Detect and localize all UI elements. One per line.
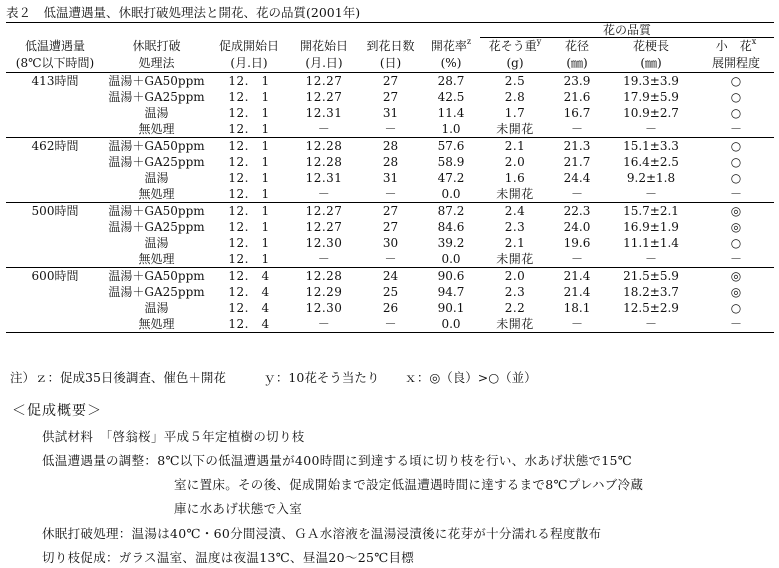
cell-start-date: 12. 1 xyxy=(228,204,270,218)
hours-group xyxy=(6,138,774,203)
cell-rate: 1.0 xyxy=(422,121,480,138)
table-row xyxy=(6,73,774,90)
cell-treatment: 無処理 xyxy=(104,121,209,138)
cell-stalk: 15.1±3.3 xyxy=(623,139,679,153)
table-row xyxy=(6,300,774,316)
cell-bloom-date: 12.28 xyxy=(305,269,343,283)
overview-chill-adjust-cont1: 室に置床。その後、促成開始まで設定低温遭遇時間に達するまで8℃プレハブ冷蔵 xyxy=(174,477,644,492)
col-header-rate: 開花率$^z$ xyxy=(430,37,472,53)
col-unit-bloom-date: (月.日) xyxy=(289,55,359,73)
cell-treatment: 無処理 xyxy=(104,251,209,268)
table-row xyxy=(6,235,774,251)
cell-start-date: 12. 1 xyxy=(228,171,270,185)
cell-diameter: 22.3 xyxy=(563,204,591,218)
overview-dormancy-treatment: 休眠打破処理：温湯は40℃・60分間浸漬、ＧＡ水溶液を温湯浸漬後に花芽が十分濡れる程度散布 xyxy=(42,526,602,541)
cell-days: 26 xyxy=(382,301,399,315)
cell-start-date: 12. 1 xyxy=(209,121,289,138)
cell-diameter: 21.4 xyxy=(563,269,591,283)
table-row xyxy=(6,219,774,235)
cell-diameter: 19.6 xyxy=(563,236,591,250)
cell-stalk: 16.9±1.9 xyxy=(623,220,679,234)
col-header-hours: 低温遭遇量 xyxy=(24,38,85,53)
cell-development: ○ xyxy=(730,90,742,104)
cell-development: － xyxy=(698,186,774,203)
cell-start-date: 12. 4 xyxy=(228,285,270,299)
cell-days: － xyxy=(359,251,422,268)
cell-bloom-date: 12.28 xyxy=(305,139,343,153)
cell-stalk: 11.1±1.4 xyxy=(623,236,679,250)
cell-treatment: 温湯＋GA50ppm xyxy=(108,204,205,218)
table-row xyxy=(6,154,774,170)
cell-bloom-date: － xyxy=(289,251,359,268)
cell-hours xyxy=(6,251,104,268)
cell-stalk: 15.7±2.1 xyxy=(623,204,679,218)
cell-rate: 0.0 xyxy=(422,316,480,333)
cell-treatment: 温湯 xyxy=(144,171,169,185)
cell-diameter: 21.4 xyxy=(563,285,591,299)
cell-days: 25 xyxy=(382,285,399,299)
cell-hours: 500時間 xyxy=(31,204,79,218)
cell-rate: 39.2 xyxy=(437,236,465,250)
table-row xyxy=(6,89,774,105)
cell-stalk: 16.4±2.5 xyxy=(623,155,679,169)
col-header-weight: 花そう重$^y$ xyxy=(488,37,542,53)
col-unit-stalk: (㎜) xyxy=(604,55,698,73)
cell-hours: 462時間 xyxy=(31,139,79,153)
cell-rate: 90.1 xyxy=(437,301,465,315)
cell-development: － xyxy=(698,316,774,333)
cell-hours xyxy=(6,235,104,251)
cell-start-date: 12. 1 xyxy=(228,74,270,88)
cell-treatment: 温湯 xyxy=(144,106,169,120)
cell-rate: 94.7 xyxy=(437,285,465,299)
cell-development: ◎ xyxy=(730,285,742,299)
cell-rate: 28.7 xyxy=(437,74,465,88)
cell-bloom-date: － xyxy=(289,316,359,333)
cell-diameter: 24.4 xyxy=(563,171,591,185)
cell-stalk: 21.5±5.9 xyxy=(623,269,679,283)
table-row xyxy=(6,105,774,121)
cell-weight: 2.3 xyxy=(504,285,526,299)
cell-diameter: 18.1 xyxy=(563,301,591,315)
cell-hours xyxy=(6,121,104,138)
cell-weight: 2.8 xyxy=(504,90,526,104)
col-unit-rate: (%) xyxy=(422,55,480,73)
cell-start-date: 12. 1 xyxy=(209,186,289,203)
cell-diameter: 23.9 xyxy=(563,74,591,88)
cell-weight: 未開花 xyxy=(480,251,550,268)
cell-bloom-date: 12.27 xyxy=(305,220,343,234)
table-row xyxy=(6,316,774,333)
cell-treatment: 温湯＋GA25ppm xyxy=(108,90,205,104)
table-row xyxy=(6,138,774,155)
cell-rate: 87.2 xyxy=(437,204,465,218)
hours-group xyxy=(6,268,774,333)
cell-hours xyxy=(6,219,104,235)
cell-development: － xyxy=(698,251,774,268)
cell-treatment: 温湯＋GA25ppm xyxy=(108,155,205,169)
cell-hours xyxy=(6,89,104,105)
col-header-days: 到花日数 xyxy=(366,38,415,53)
col-header-stalk: 花梗長 xyxy=(632,39,669,53)
cell-hours xyxy=(6,300,104,316)
cell-diameter: 21.3 xyxy=(563,139,591,153)
overview-chill-adjust-cont2: 庫に水あげ状態で入室 xyxy=(174,501,303,516)
cell-stalk: － xyxy=(604,121,698,138)
cell-start-date: 12. 4 xyxy=(228,301,270,315)
cell-diameter: 21.6 xyxy=(563,90,591,104)
cell-treatment: 温湯＋GA50ppm xyxy=(108,269,205,283)
cell-development: ○ xyxy=(730,171,742,185)
cell-development: ◎ xyxy=(730,204,742,218)
cell-treatment: 温湯＋GA50ppm xyxy=(108,74,205,88)
cell-rate: 47.2 xyxy=(437,171,465,185)
cell-treatment: 温湯 xyxy=(144,301,169,315)
table-row xyxy=(6,284,774,300)
cell-hours: 600時間 xyxy=(31,269,79,283)
col-header-diameter: 花径 xyxy=(564,39,589,53)
cell-bloom-date: 12.27 xyxy=(305,90,343,104)
cell-rate: 90.6 xyxy=(437,269,465,283)
cell-days: 24 xyxy=(382,269,399,283)
cell-bloom-date: 12.27 xyxy=(305,204,343,218)
cell-bloom-date: 12.30 xyxy=(305,236,343,250)
cell-rate: 58.9 xyxy=(437,155,465,169)
cell-start-date: 12. 1 xyxy=(228,106,270,120)
cell-rate: 11.4 xyxy=(437,106,465,120)
cell-weight: 2.1 xyxy=(504,139,526,153)
col-unit-weight: (g) xyxy=(480,55,550,73)
cell-days: 31 xyxy=(382,106,399,120)
cell-start-date: 12. 1 xyxy=(228,155,270,169)
cell-weight: 2.0 xyxy=(504,269,526,283)
cell-bloom-date: 12.29 xyxy=(305,285,343,299)
cell-weight: 未開花 xyxy=(480,316,550,333)
cell-hours xyxy=(6,186,104,203)
cell-stalk: － xyxy=(604,316,698,333)
cell-stalk: 9.2±1.8 xyxy=(626,171,676,185)
cell-development: ○ xyxy=(730,74,742,88)
cell-hours xyxy=(6,154,104,170)
cell-days: 27 xyxy=(382,90,399,104)
table-caption: 表２ 低温遭遇量、休眠打破処理法と開花、花の品質(2001年) xyxy=(6,5,361,20)
cell-stalk: 17.9±5.9 xyxy=(623,90,679,104)
cell-start-date: 12. 1 xyxy=(209,251,289,268)
cell-hours xyxy=(6,316,104,333)
cell-stalk: － xyxy=(604,186,698,203)
cell-hours xyxy=(6,170,104,186)
cell-bloom-date: － xyxy=(289,121,359,138)
cell-treatment: 温湯＋GA25ppm xyxy=(108,220,205,234)
col-unit-treatment: 処理法 xyxy=(104,55,209,73)
table-row xyxy=(6,251,774,268)
cell-weight: 1.7 xyxy=(504,106,526,120)
cell-days: － xyxy=(359,316,422,333)
overview-title: ＜促成概要＞ xyxy=(12,403,102,419)
cell-bloom-date: 12.30 xyxy=(305,301,343,315)
cell-development: ○ xyxy=(730,139,742,153)
quality-group-header: 花の品質 xyxy=(480,23,774,38)
table-row xyxy=(6,203,774,220)
cell-days: 28 xyxy=(382,155,399,169)
cell-rate: 84.6 xyxy=(437,220,465,234)
overview-chill-adjust: 低温遭遇量の調整：8℃以下の低温遭遇量が400時間に到達する頃に切り枝を行い、水あげ状態で15℃ xyxy=(42,453,633,468)
col-unit-diameter: (㎜) xyxy=(550,55,604,73)
cell-diameter: 16.7 xyxy=(563,106,591,120)
cell-rate: 0.0 xyxy=(422,186,480,203)
col-unit-days: (日) xyxy=(359,55,422,73)
cell-diameter: 24.0 xyxy=(563,220,591,234)
cell-bloom-date: 12.28 xyxy=(305,155,343,169)
cell-weight: 2.4 xyxy=(504,204,526,218)
overview-material: 供試材料 「啓翁桜」平成５年定植樹の切り枝 xyxy=(42,429,305,444)
cell-treatment: 温湯＋GA25ppm xyxy=(108,285,205,299)
overview-forcing: 切り枝促成：ガラス温室、温度は夜温13℃、昼温20～25℃目標 xyxy=(42,550,415,565)
cell-hours xyxy=(6,105,104,121)
hours-group xyxy=(6,73,774,138)
table-row xyxy=(6,121,774,138)
cell-development: ○ xyxy=(730,301,742,315)
cell-development: ◎ xyxy=(730,220,742,234)
col-header-start-date: 促成開始日 xyxy=(218,38,279,53)
cell-start-date: 12. 1 xyxy=(228,90,270,104)
cell-rate: 57.6 xyxy=(437,139,465,153)
cell-days: 27 xyxy=(382,74,399,88)
cell-diameter: － xyxy=(550,186,604,203)
cell-development: － xyxy=(698,121,774,138)
cell-stalk: 19.3±3.9 xyxy=(623,74,679,88)
table-footnote: 注）ｚ：促成35日後調査、催色＋開花 ｙ：10花そう当たり ｘ：◎（良）>○（並） xyxy=(10,370,537,385)
cell-diameter: 21.7 xyxy=(563,155,591,169)
cell-days: 30 xyxy=(382,236,399,250)
cell-weight: 2.1 xyxy=(504,236,526,250)
cell-treatment: 無処理 xyxy=(104,186,209,203)
cell-hours: 413時間 xyxy=(31,74,79,88)
col-header-development: 小 花$^x$ xyxy=(715,37,757,53)
cell-weight: 2.5 xyxy=(504,74,526,88)
cell-bloom-date: 12.31 xyxy=(305,106,343,120)
table-row xyxy=(6,186,774,203)
cell-days: 31 xyxy=(382,171,399,185)
cell-rate: 0.0 xyxy=(422,251,480,268)
hours-group xyxy=(6,203,774,268)
cell-weight: 1.6 xyxy=(504,171,526,185)
cell-days: 28 xyxy=(382,139,399,153)
cell-bloom-date: 12.27 xyxy=(305,74,343,88)
cell-days: 27 xyxy=(382,204,399,218)
col-unit-development: 展開程度 xyxy=(698,55,774,73)
cell-treatment: 無処理 xyxy=(104,316,209,333)
col-header-treatment: 休眠打破 xyxy=(132,38,181,53)
cell-treatment: 温湯＋GA50ppm xyxy=(108,139,205,153)
col-header-bloom-date: 開花始日 xyxy=(299,38,348,53)
col-unit-start-date: (月.日) xyxy=(209,55,289,73)
cell-days: 27 xyxy=(382,220,399,234)
cell-weight: 未開花 xyxy=(480,121,550,138)
cell-development: ○ xyxy=(730,155,742,169)
cell-diameter: － xyxy=(550,121,604,138)
cell-weight: 未開花 xyxy=(480,186,550,203)
cell-bloom-date: 12.31 xyxy=(305,171,343,185)
cell-start-date: 12. 4 xyxy=(209,316,289,333)
cell-start-date: 12. 1 xyxy=(228,139,270,153)
cell-weight: 2.3 xyxy=(504,220,526,234)
cell-days: － xyxy=(359,186,422,203)
cell-diameter: － xyxy=(550,251,604,268)
cell-stalk: 12.5±2.9 xyxy=(623,301,679,315)
cell-development: ○ xyxy=(730,236,742,250)
cell-weight: 2.2 xyxy=(504,301,526,315)
cell-stalk: － xyxy=(604,251,698,268)
cell-hours xyxy=(6,284,104,300)
cell-rate: 42.5 xyxy=(437,90,465,104)
table-row xyxy=(6,170,774,186)
cell-start-date: 12. 1 xyxy=(228,220,270,234)
data-table xyxy=(6,22,774,333)
cell-diameter: － xyxy=(550,316,604,333)
cell-stalk: 18.2±3.7 xyxy=(623,285,679,299)
cell-treatment: 温湯 xyxy=(144,236,169,250)
cell-development: ◎ xyxy=(730,269,742,283)
cell-bloom-date: － xyxy=(289,186,359,203)
cell-days: － xyxy=(359,121,422,138)
col-unit-hours: (8℃以下時間) xyxy=(6,55,104,73)
cell-weight: 2.0 xyxy=(504,155,526,169)
cell-stalk: 10.9±2.7 xyxy=(623,106,679,120)
cell-development: ○ xyxy=(730,106,742,120)
cell-start-date: 12. 1 xyxy=(228,236,270,250)
cell-start-date: 12. 4 xyxy=(228,269,270,283)
table-row xyxy=(6,268,774,285)
